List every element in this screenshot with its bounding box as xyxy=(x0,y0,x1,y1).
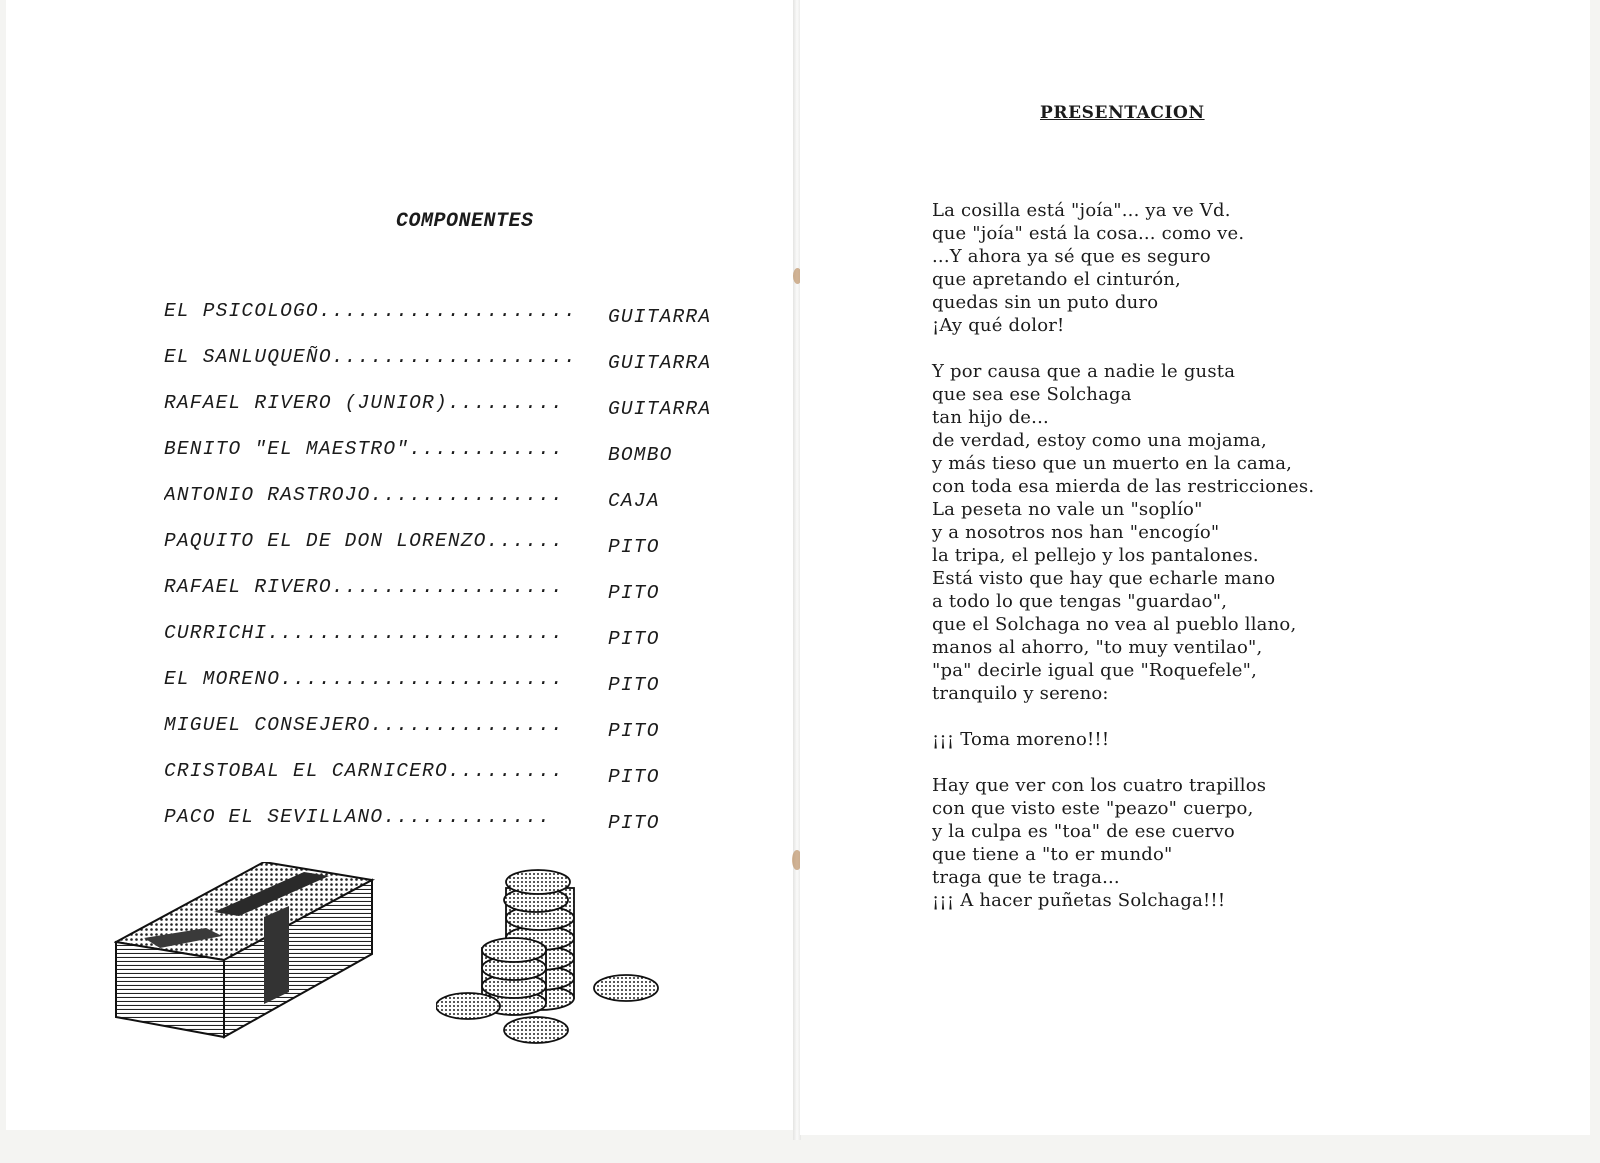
member-instrument: PITO xyxy=(608,720,660,742)
member-name: PACO EL SEVILLANO............. xyxy=(164,806,552,828)
poem-line: ¡Ay qué dolor! xyxy=(932,315,1065,336)
member-instrument: PITO xyxy=(608,674,660,696)
poem-line: Y por causa que a nadie le gusta xyxy=(932,361,1236,382)
member-name: EL PSICOLOGO.................... xyxy=(164,300,577,322)
poem-stanza xyxy=(932,728,1314,751)
member-row xyxy=(164,806,711,852)
poem-line: que sea ese Solchaga xyxy=(932,384,1132,405)
right-page xyxy=(800,0,1590,1135)
poem-line: ¡¡¡ A hacer puñetas Solchaga!!! xyxy=(932,890,1226,911)
componentes-title: COMPONENTES xyxy=(396,210,534,233)
member-row xyxy=(164,438,711,484)
member-row xyxy=(164,346,711,392)
member-row xyxy=(164,622,711,668)
poem-stanza xyxy=(932,360,1314,705)
poem-line: de verdad, estoy como una mojama, xyxy=(932,430,1267,451)
poem-line: tan hijo de... xyxy=(932,407,1049,428)
member-name: BENITO "EL MAESTRO"............ xyxy=(164,438,564,460)
member-name: EL MORENO...................... xyxy=(164,668,564,690)
poem-line: ¡¡¡ Toma moreno!!! xyxy=(932,729,1110,750)
poem-stanza xyxy=(932,774,1314,912)
member-name: CRISTOBAL EL CARNICERO......... xyxy=(164,760,564,782)
member-instrument: PITO xyxy=(608,536,660,558)
poem-line: manos al ahorro, "to muy ventilao", xyxy=(932,637,1263,658)
poem-line: y a nosotros nos han "encogío" xyxy=(932,522,1220,543)
poem-line: a todo lo que tengas "guardao", xyxy=(932,591,1228,612)
member-instrument: GUITARRA xyxy=(608,398,712,420)
poem-stanza xyxy=(932,199,1314,337)
member-row xyxy=(164,530,711,576)
member-name: RAFAEL RIVERO.................. xyxy=(164,576,564,598)
member-instrument: PITO xyxy=(608,812,660,834)
poem-line: que apretando el cinturón, xyxy=(932,269,1181,290)
member-name: CURRICHI....................... xyxy=(164,622,564,644)
member-row xyxy=(164,760,711,806)
poem-line: que "joía" está la cosa... como ve. xyxy=(932,223,1245,244)
coin-piles-icon xyxy=(436,868,666,1053)
member-name: RAFAEL RIVERO (JUNIOR)......... xyxy=(164,392,564,414)
poem-line: ...Y ahora ya sé que es seguro xyxy=(932,246,1211,267)
poem-line: "pa" decirle igual que "Roquefele", xyxy=(932,660,1258,681)
member-instrument: GUITARRA xyxy=(608,352,712,374)
member-instrument: BOMBO xyxy=(608,444,673,466)
member-instrument: CAJA xyxy=(608,490,660,512)
member-row xyxy=(164,714,711,760)
member-row xyxy=(164,576,711,622)
member-row xyxy=(164,392,711,438)
poem-line: tranquilo y sereno: xyxy=(932,683,1109,704)
poem-body xyxy=(932,199,1314,935)
poem-line: con toda esa mierda de las restricciones. xyxy=(932,476,1315,497)
poem-line: La cosilla está "joía"... ya ve Vd. xyxy=(932,200,1231,221)
poem-line: La peseta no vale un "soplío" xyxy=(932,499,1203,520)
poem-line: y la culpa es "toa" de ese cuervo xyxy=(932,821,1235,842)
poem-line: quedas sin un puto duro xyxy=(932,292,1159,313)
member-instrument: PITO xyxy=(608,628,660,650)
poem-line: traga que te traga... xyxy=(932,867,1120,888)
member-row xyxy=(164,300,711,346)
poem-line: Hay que ver con los cuatro trapillos xyxy=(932,775,1267,796)
member-name: ANTONIO RASTROJO............... xyxy=(164,484,564,506)
member-row xyxy=(164,484,711,530)
member-instrument: PITO xyxy=(608,766,660,788)
member-instrument: GUITARRA xyxy=(608,306,712,328)
member-row xyxy=(164,668,711,714)
poem-line: con que visto este "peazo" cuerpo, xyxy=(932,798,1254,819)
member-name: EL SANLUQUEÑO................... xyxy=(164,346,577,368)
left-page xyxy=(6,0,794,1130)
poem-line: que el Solchaga no vea al pueblo llano, xyxy=(932,614,1297,635)
member-instrument: PITO xyxy=(608,582,660,604)
poem-line: la tripa, el pellejo y los pantalones. xyxy=(932,545,1259,566)
poem-line: y más tieso que un muerto en la cama, xyxy=(932,453,1293,474)
banknote-stack-icon xyxy=(114,862,379,1047)
member-name: PAQUITO EL DE DON LORENZO...... xyxy=(164,530,564,552)
poem-line: que tiene a "to er mundo" xyxy=(932,844,1173,865)
member-name: MIGUEL CONSEJERO............... xyxy=(164,714,564,736)
presentacion-title: PRESENTACION xyxy=(1040,103,1205,123)
poem-line: Está visto que hay que echarle mano xyxy=(932,568,1276,589)
members-list xyxy=(164,300,711,852)
